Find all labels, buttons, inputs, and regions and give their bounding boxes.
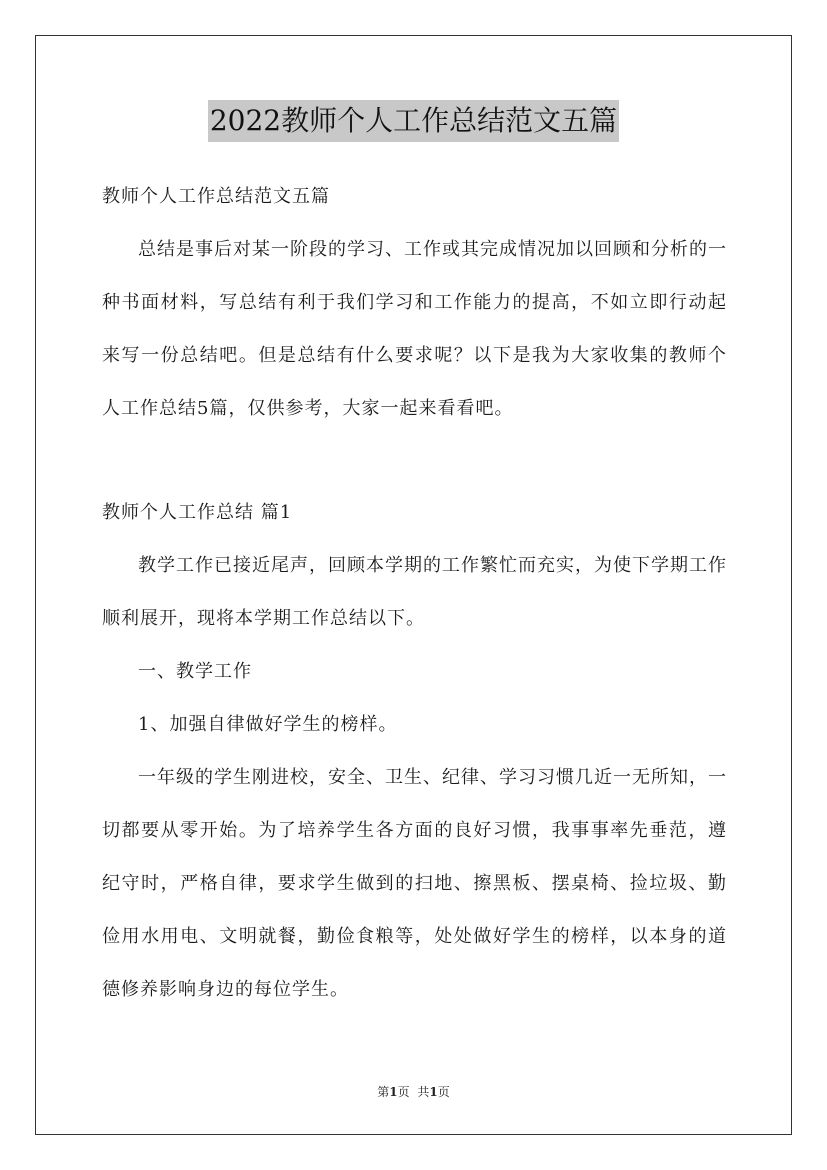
- paragraph-gap: [102, 435, 727, 486]
- document-body: [102, 170, 727, 1016]
- intro-paragraph: 总结是事后对某一阶段的学习、工作或其完成情况加以回顾和分析的一种书面材料，写总结有利于我们学习和工作能力的提高，不如立即行动起来写一份总结吧。但是总结有什么要求呢？以下是我为大家收集的教师个人工作总结5篇，仅供参考，大家一起来看看吧。: [102, 239, 727, 419]
- title-container: [0, 100, 827, 142]
- total-suffix: 页: [437, 1085, 450, 1099]
- subsection-heading: 一、教学工作: [138, 661, 252, 682]
- total-prefix: 共: [417, 1085, 430, 1099]
- page-footer: [0, 1083, 827, 1100]
- section-heading: 教师个人工作总结 篇1: [102, 502, 293, 523]
- body-paragraph: 教学工作已接近尾声，回顾本学期的工作繁忙而充实，为使下学期工作顺利展开，现将本学期工作总结以下。: [102, 555, 727, 629]
- page-prefix: 第: [377, 1085, 390, 1099]
- body-paragraph: 一年级的学生刚进校，安全、卫生、纪律、学习习惯几近一无所知，一切都要从零开始。为了培养学生各方面的良好习惯，我事事率先垂范，遵纪守时，严格自律，要求学生做到的扫地、擦黑板、摆桌椅、捡垃圾、勤俭用水用电、文明就餐，勤俭食粮等，处处做好学生的榜样，以本身的道德修养影响身边的每位学生。: [102, 767, 727, 1000]
- page-number: 1: [389, 1085, 398, 1099]
- document-title: 2022教师个人工作总结范文五篇: [208, 100, 619, 142]
- page-suffix: 页: [397, 1085, 410, 1099]
- list-item-heading: 1、加强自律做好学生的榜样。: [138, 714, 398, 735]
- total-pages: 1: [429, 1085, 438, 1099]
- subtitle-paragraph: 教师个人工作总结范文五篇: [102, 186, 330, 207]
